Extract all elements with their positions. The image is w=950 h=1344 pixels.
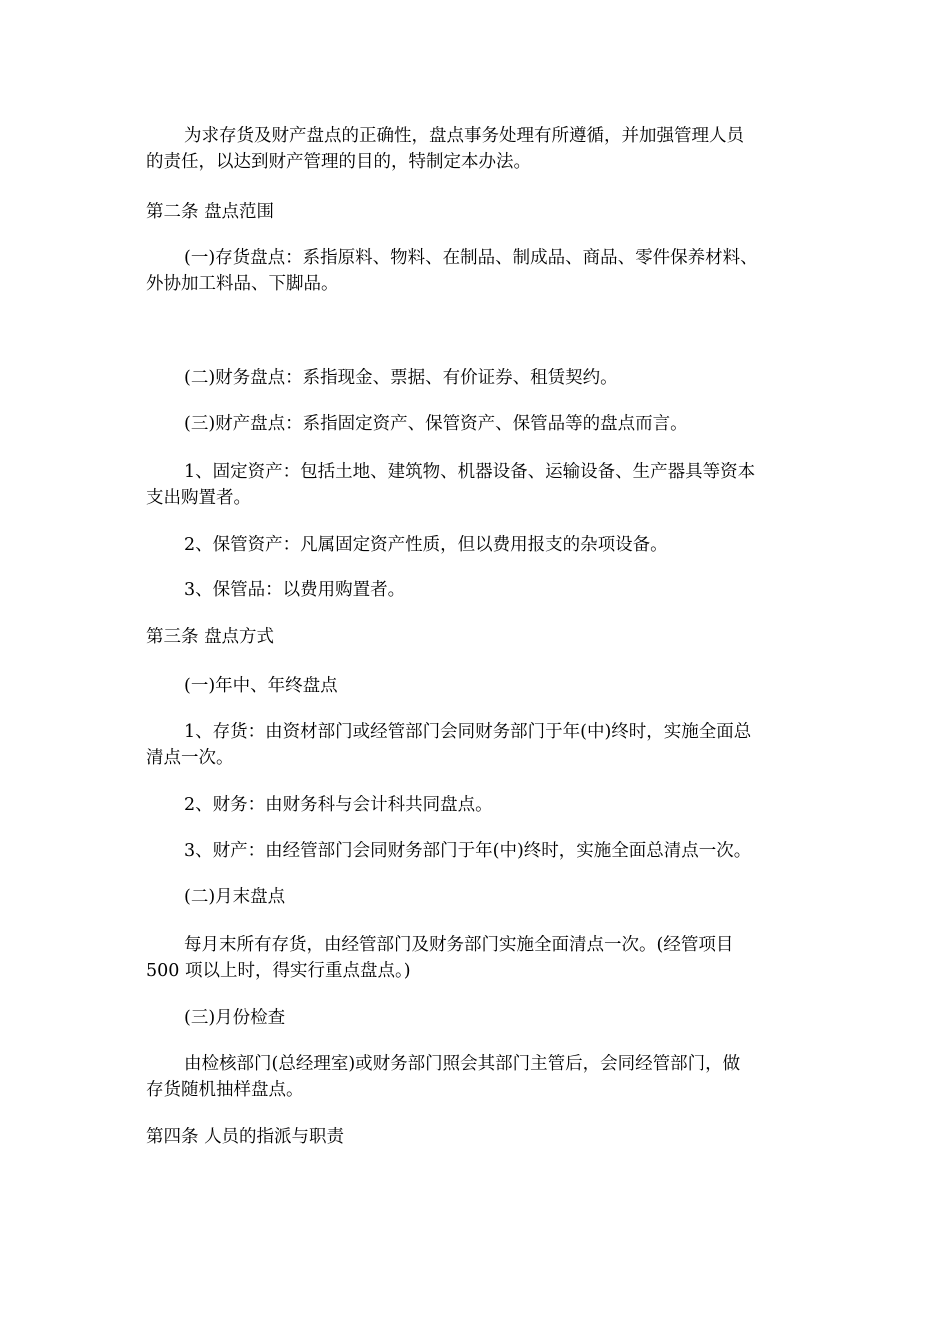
text-line: 500 项以上时，得实行重点盘点。) (146, 961, 411, 981)
text-line: (三)财产盘点：系指固定资产、保管资产、保管品等的盘点而言。 (184, 414, 688, 434)
text-line: 支出购置者。 (146, 488, 251, 508)
method-annual-finance (146, 792, 812, 818)
asset-item-custody-goods (146, 577, 812, 603)
text-line: (二)财务盘点：系指现金、票据、有价证券、租赁契约。 (184, 368, 618, 388)
method-annual-property (146, 838, 812, 864)
article-4-heading (146, 1124, 812, 1150)
intro-paragraph (146, 123, 812, 175)
method-item-annual (146, 673, 812, 699)
text-line: 的责任，以达到财产管理的目的，特制定本办法。 (146, 152, 531, 172)
text-line: 1、存货：由资材部门或经管部门会同财务部门于年(中)终时，实施全面总 (184, 722, 752, 742)
article-3-heading (146, 624, 812, 650)
text-line: (二)月末盘点 (184, 887, 286, 907)
scope-item-property (146, 411, 812, 437)
heading-text: 第四条 人员的指派与职责 (146, 1127, 345, 1147)
heading-text: 第二条 盘点范围 (146, 202, 275, 222)
method-monthly-body (146, 932, 812, 984)
text-line: 2、财务：由财务科与会计科共同盘点。 (184, 795, 493, 815)
method-monthly-check-body (146, 1051, 812, 1103)
text-line: 3、保管品：以费用购置者。 (184, 580, 406, 600)
method-item-monthly-check (146, 1005, 812, 1031)
asset-item-fixed (146, 459, 812, 511)
text-line: (一)存货盘点：系指原料、物料、在制品、制成品、商品、零件保养材料、 (184, 248, 758, 268)
text-line: 为求存货及财产盘点的正确性，盘点事务处理有所遵循，并加强管理人员 (184, 126, 744, 146)
text-line: 1、固定资产：包括土地、建筑物、机器设备、运输设备、生产器具等资本 (184, 462, 756, 482)
asset-item-custody (146, 532, 812, 558)
text-line: 存货随机抽样盘点。 (146, 1080, 304, 1100)
text-line: (三)月份检查 (184, 1008, 286, 1028)
text-line: (一)年中、年终盘点 (184, 676, 338, 696)
text-line: 由检核部门(总经理室)或财务部门照会其部门主管后，会同经管部门，做 (184, 1054, 741, 1074)
text-line: 2、保管资产：凡属固定资产性质，但以费用报支的杂项设备。 (184, 535, 668, 555)
article-2-heading (146, 199, 812, 225)
method-annual-inventory (146, 719, 812, 771)
text-line: 每月末所有存货，由经管部门及财务部门实施全面清点一次。(经管项目 (184, 935, 734, 955)
text-line: 3、财产：由经管部门会同财务部门于年(中)终时，实施全面总清点一次。 (184, 841, 752, 861)
text-line: 清点一次。 (146, 748, 234, 768)
scope-item-finance (146, 365, 812, 391)
heading-text: 第三条 盘点方式 (146, 627, 275, 647)
method-item-monthly (146, 884, 812, 910)
text-line: 外协加工料品、下脚品。 (146, 274, 339, 294)
scope-item-inventory (146, 245, 812, 297)
